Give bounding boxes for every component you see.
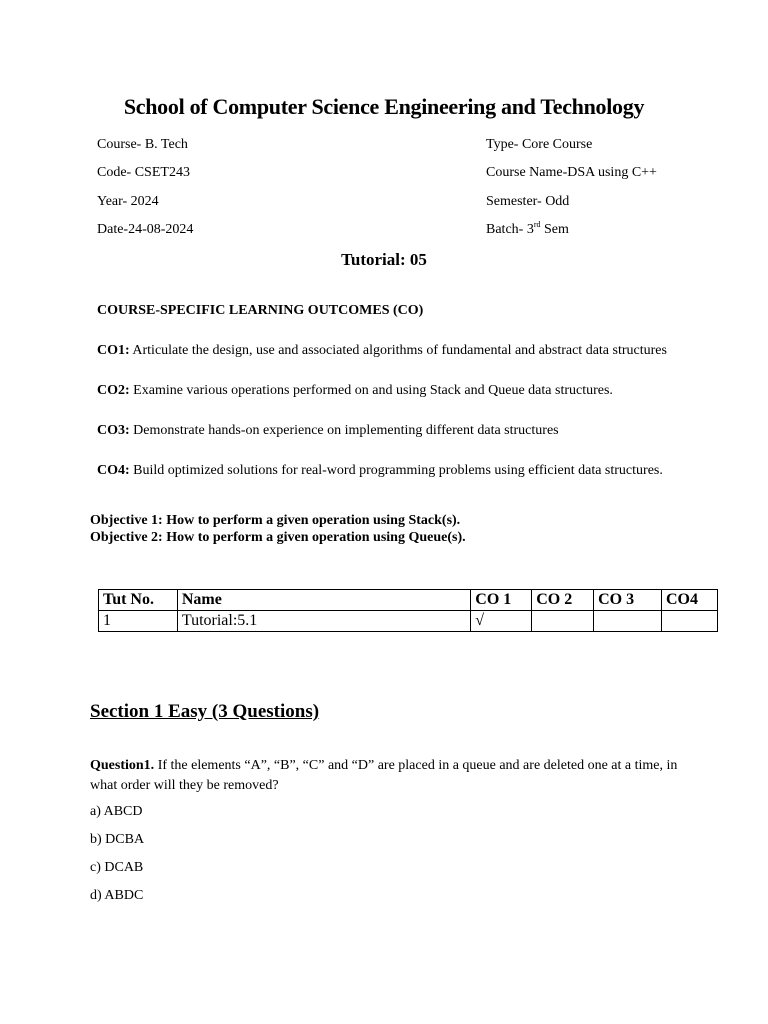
page-title: School of Computer Science Engineering and Technology	[123, 94, 645, 119]
table-cell: 1	[99, 611, 178, 632]
table-header-cell: Tut No.	[99, 590, 178, 611]
question-option-a: a) ABCD	[90, 804, 143, 819]
outcome-text: Articulate the design, use and associated algorithms of fundamental and abstract data structures	[129, 343, 667, 358]
tutorial-table	[98, 589, 718, 632]
section-heading: Section 1 Easy (3 Questions)	[90, 701, 320, 722]
outcome-label: CO3:	[97, 423, 130, 438]
question-text: If the elements “A”, “B”, “C” and “D” are placed in a queue and are deleted one at a time, in what order will they be removed?	[90, 758, 678, 793]
table-cell	[662, 611, 718, 632]
table-cell	[594, 611, 662, 632]
batch-prefix: Batch- 3	[486, 222, 534, 237]
course-label: Course- B. Tech	[97, 137, 188, 152]
table-cell: √	[471, 611, 532, 632]
outcome-text: Demonstrate hands-on experience on implementing different data structures	[129, 423, 559, 438]
outcomes-heading: COURSE-SPECIFIC LEARNING OUTCOMES (CO)	[97, 303, 424, 318]
objective-2: Objective 2: How to perform a given operation using Queue(s).	[90, 530, 466, 545]
tutorial-title: Tutorial: 05	[341, 250, 427, 269]
batch-suffix: Sem	[540, 222, 569, 237]
question-1	[90, 756, 690, 796]
table-cell	[532, 611, 594, 632]
table-header-cell: CO 2	[532, 590, 594, 611]
outcome-text: Build optimized solutions for real-word programming problems using efficient data structures.	[129, 463, 663, 478]
question-label: Question1.	[90, 758, 155, 773]
outcome-label: CO2:	[97, 383, 130, 398]
outcome-co2	[97, 383, 613, 399]
date-label: Date-24-08-2024	[97, 222, 194, 237]
table-row	[99, 611, 718, 632]
table-header-cell: CO4	[662, 590, 718, 611]
question-option-b: b) DCBA	[90, 832, 145, 847]
batch-superscript: rd	[533, 220, 541, 229]
type-label: Type- Core Course	[486, 137, 593, 152]
table-header-cell: Name	[177, 590, 470, 611]
course-name-label: Course Name-DSA using C++	[486, 165, 657, 180]
table-header-row	[99, 590, 718, 611]
outcome-label: CO1:	[97, 343, 130, 358]
outcome-label: CO4:	[97, 463, 130, 478]
batch-label	[486, 221, 569, 239]
objective-1: Objective 1: How to perform a given operation using Stack(s).	[90, 513, 461, 528]
outcome-text: Examine various operations performed on and using Stack and Queue data structures.	[129, 383, 613, 398]
outcome-co4	[97, 463, 663, 479]
outcome-co1	[97, 343, 667, 359]
table-header-cell: CO 1	[471, 590, 532, 611]
year-label: Year- 2024	[97, 194, 159, 209]
question-option-c: c) DCAB	[90, 860, 144, 875]
outcome-co3	[97, 423, 559, 439]
table-header-cell: CO 3	[594, 590, 662, 611]
code-label: Code- CSET243	[97, 165, 190, 180]
question-option-d: d) ABDC	[90, 888, 144, 903]
table-cell: Tutorial:5.1	[177, 611, 470, 632]
semester-label: Semester- Odd	[486, 194, 570, 209]
